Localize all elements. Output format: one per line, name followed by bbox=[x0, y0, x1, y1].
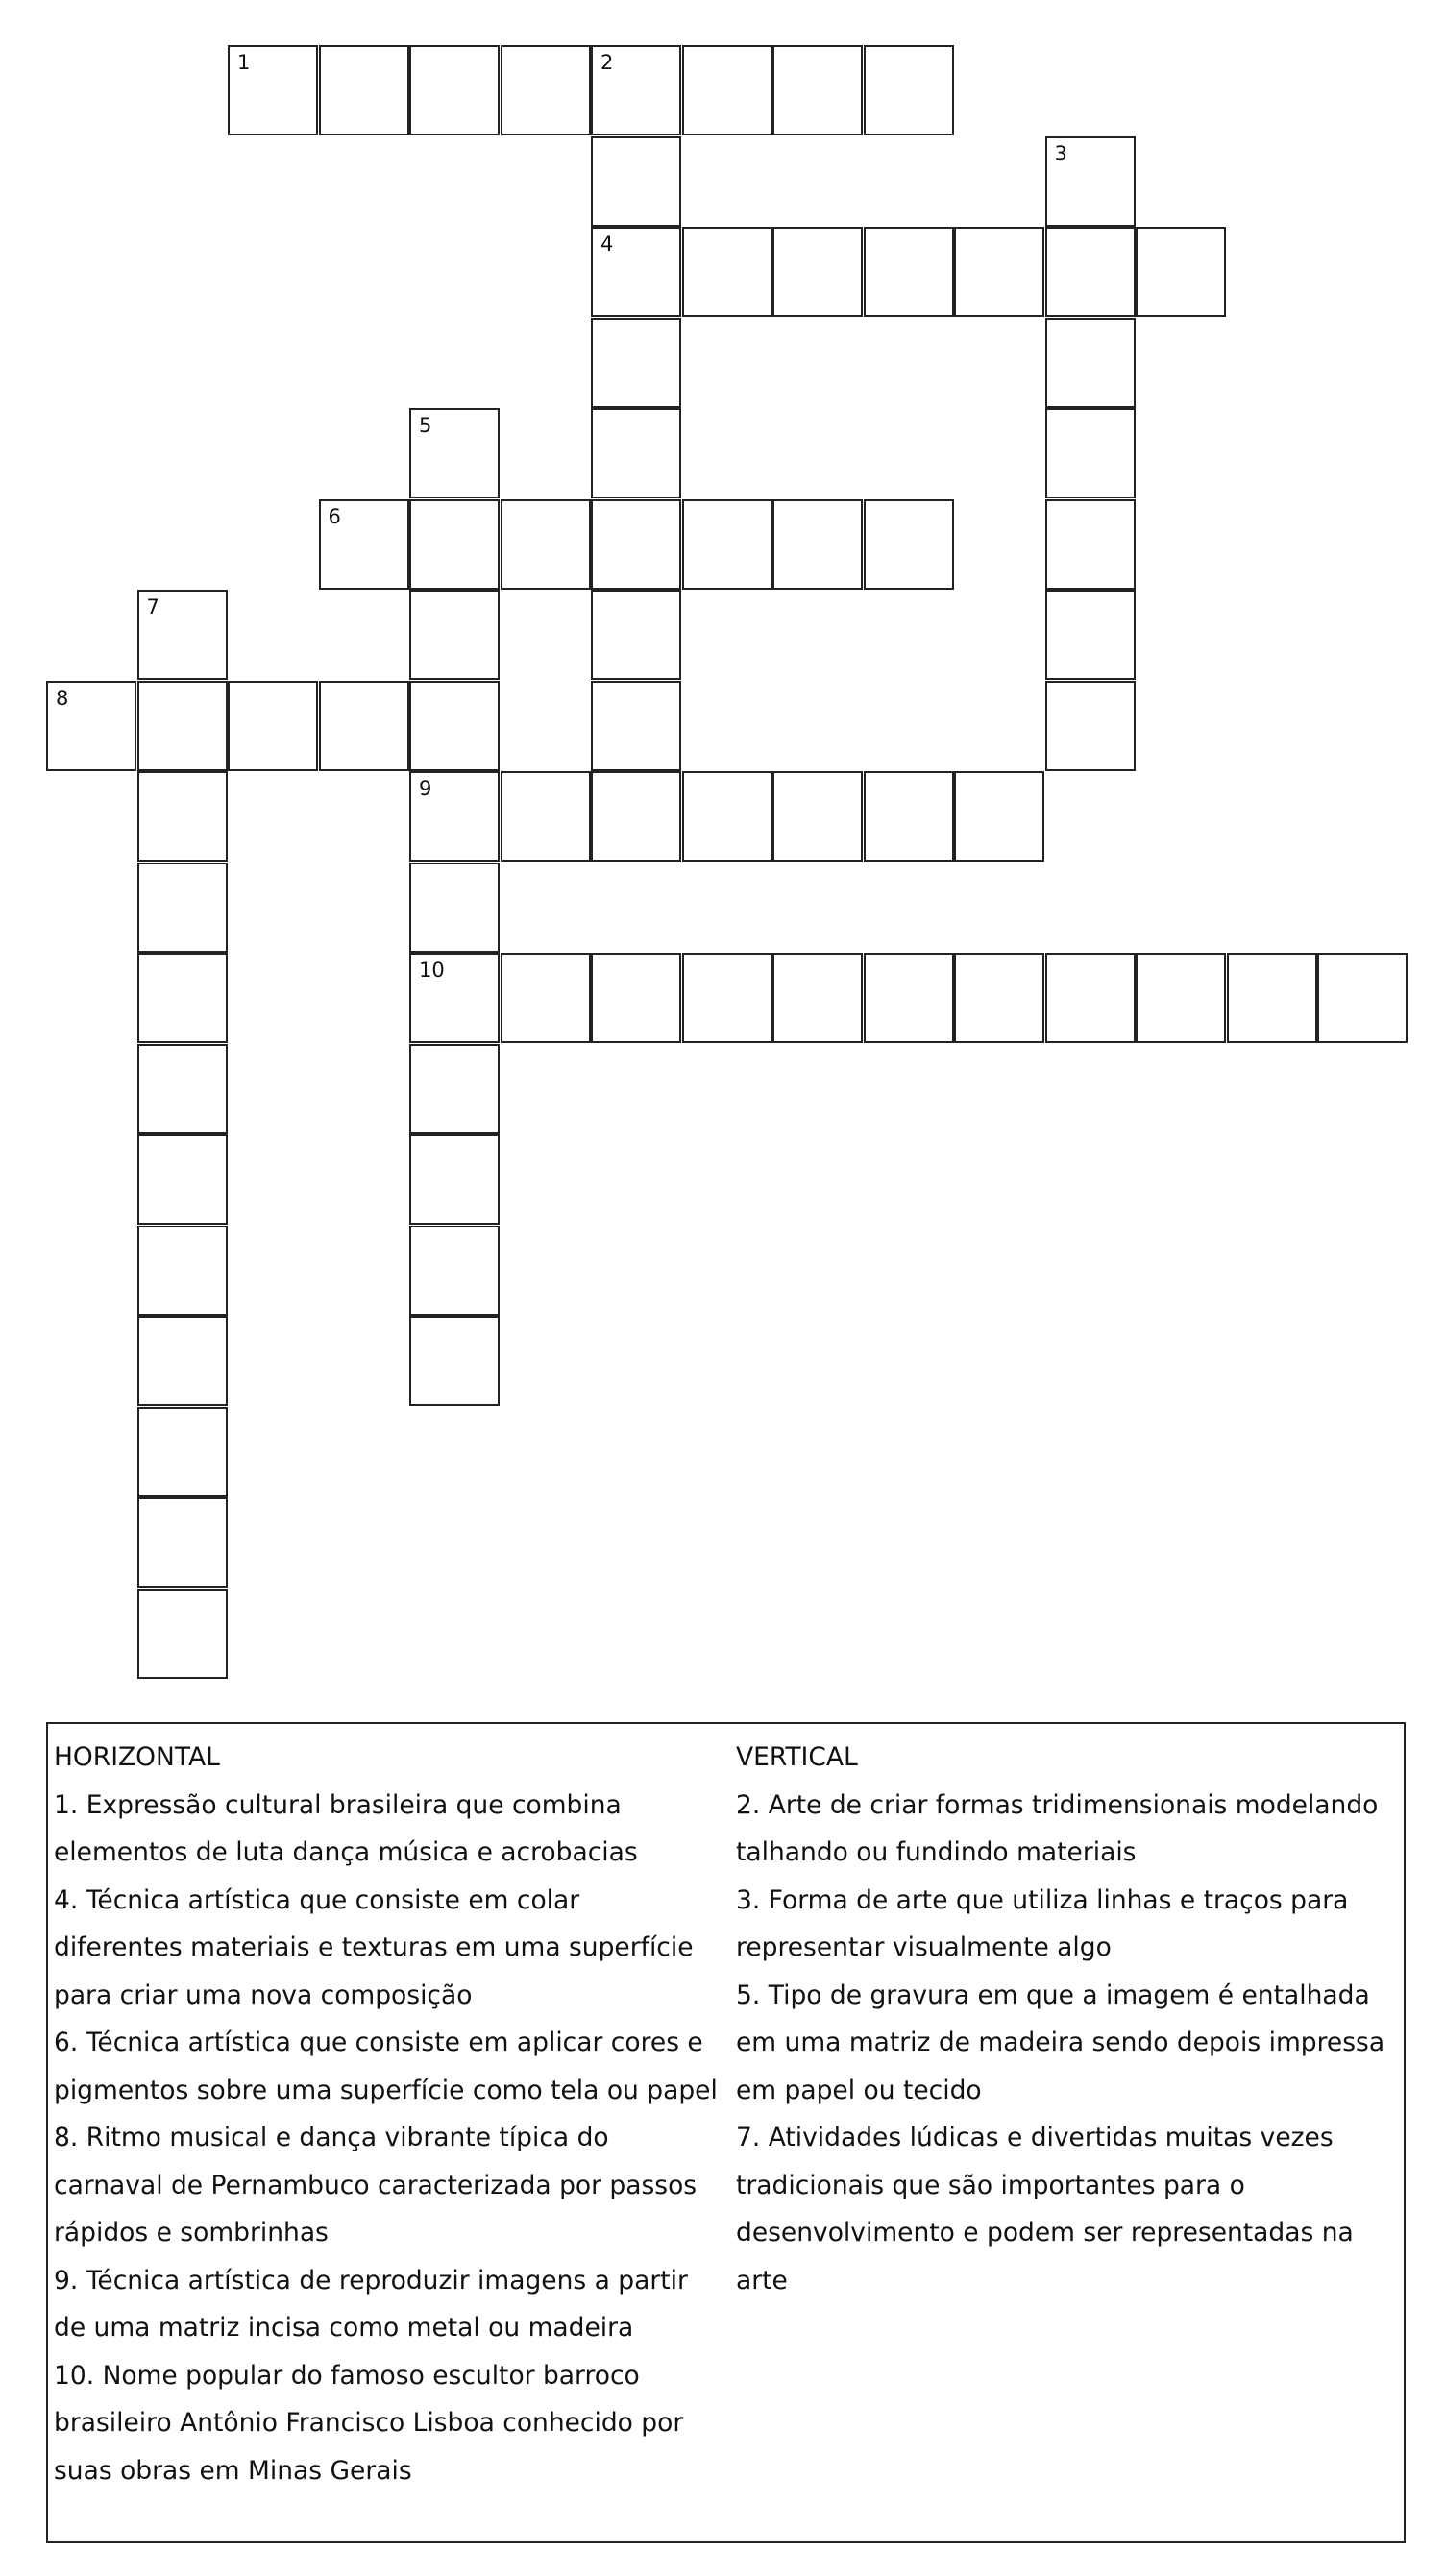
grid-cell[interactable] bbox=[1136, 953, 1226, 1043]
grid-cell[interactable] bbox=[409, 953, 500, 1043]
grid-cell[interactable] bbox=[772, 227, 863, 317]
clue-line: brasileiro Antônio Francisco Lisboa conhecido por bbox=[54, 2408, 684, 2438]
clue-line: 4. Técnica artística que consiste em colar bbox=[54, 1884, 580, 1915]
grid-cell[interactable] bbox=[501, 771, 591, 862]
clue-line: tradicionais que são importantes para o bbox=[736, 2170, 1245, 2200]
grid-cell[interactable] bbox=[591, 681, 681, 771]
clue-line: em uma matriz de madeira sendo depois impressa bbox=[736, 2028, 1385, 2057]
grid-cell[interactable] bbox=[1045, 227, 1136, 317]
clue-line: 6. Técnica artística que consiste em aplicar cores e bbox=[54, 2028, 703, 2057]
grid-cell[interactable] bbox=[864, 499, 954, 590]
clue-line: 1. Expressão cultural brasileira que combina bbox=[54, 1789, 622, 1820]
clue-line: rápidos e sombrinhas bbox=[54, 2218, 329, 2248]
clue-line: para criar uma nova composição bbox=[54, 1980, 473, 2010]
grid-cell[interactable] bbox=[137, 1316, 228, 1406]
grid-cell[interactable] bbox=[682, 45, 772, 135]
clue-line: 10. Nome popular do famoso escultor barroco bbox=[54, 2360, 640, 2391]
grid-cell[interactable] bbox=[772, 771, 863, 862]
grid-cell[interactable] bbox=[137, 1134, 228, 1225]
grid-cell[interactable] bbox=[1045, 590, 1136, 680]
clue-line: em papel ou tecido bbox=[736, 2075, 982, 2105]
grid-cell[interactable] bbox=[954, 771, 1044, 862]
grid-cell[interactable] bbox=[409, 681, 500, 771]
clue-line: elementos de luta dança música e acrobacias bbox=[54, 1837, 638, 1867]
grid-cell[interactable] bbox=[409, 771, 500, 862]
clue-number: 5 bbox=[419, 414, 432, 437]
grid-cell[interactable] bbox=[1045, 318, 1136, 408]
clue-number: 7 bbox=[146, 595, 159, 619]
vertical-clues bbox=[736, 1734, 1399, 2304]
clue-number: 2 bbox=[600, 51, 614, 74]
grid-cell[interactable] bbox=[137, 1226, 228, 1316]
grid-cell[interactable] bbox=[409, 1044, 500, 1134]
grid-cell[interactable] bbox=[501, 45, 591, 135]
grid-cell[interactable] bbox=[409, 1226, 500, 1316]
clue-line: 8. Ritmo musical e dança vibrante típica do bbox=[54, 2123, 609, 2152]
grid-cell[interactable] bbox=[864, 227, 954, 317]
grid-cell[interactable] bbox=[501, 499, 591, 590]
grid-cell[interactable] bbox=[772, 45, 863, 135]
grid-cell[interactable] bbox=[954, 953, 1044, 1043]
clue-line: 2. Arte de criar formas tridimensionais modelando bbox=[736, 1789, 1379, 1820]
grid-cell[interactable] bbox=[228, 681, 318, 771]
grid-cell[interactable] bbox=[228, 45, 318, 135]
grid-cell[interactable] bbox=[137, 1589, 228, 1679]
clues-box bbox=[46, 1722, 1406, 2543]
clue-line: 3. Forma de arte que utiliza linhas e traços para bbox=[736, 1884, 1349, 1915]
grid-cell[interactable] bbox=[1045, 136, 1136, 227]
grid-cell[interactable] bbox=[864, 953, 954, 1043]
grid-cell[interactable] bbox=[591, 771, 681, 862]
clue-number: 1 bbox=[237, 51, 251, 74]
clue-line: desenvolvimento e podem ser representadas na bbox=[736, 2218, 1354, 2248]
grid-cell[interactable] bbox=[409, 1134, 500, 1225]
grid-cell[interactable] bbox=[591, 136, 681, 227]
grid-cell[interactable] bbox=[591, 499, 681, 590]
horizontal-clues bbox=[54, 1734, 726, 2494]
clue-line: 9. Técnica artística de reproduzir imagens a partir bbox=[54, 2265, 688, 2296]
clue-number: 6 bbox=[328, 504, 341, 528]
grid-cell[interactable] bbox=[864, 45, 954, 135]
grid-cell[interactable] bbox=[319, 681, 409, 771]
vertical-heading: VERTICAL bbox=[736, 1742, 858, 1772]
grid-cell[interactable] bbox=[1227, 953, 1317, 1043]
grid-cell[interactable] bbox=[409, 863, 500, 953]
grid-cell[interactable] bbox=[137, 681, 228, 771]
grid-cell[interactable] bbox=[682, 227, 772, 317]
clue-line: arte bbox=[736, 2265, 788, 2296]
clue-line: de uma matriz incisa como metal ou madeira bbox=[54, 2313, 634, 2343]
grid-cell[interactable] bbox=[137, 1497, 228, 1588]
grid-cell[interactable] bbox=[772, 953, 863, 1043]
clue-line: suas obras em Minas Gerais bbox=[54, 2455, 412, 2486]
clue-line: 7. Atividades lúdicas e divertidas muitas vezes bbox=[736, 2123, 1334, 2152]
grid-cell[interactable] bbox=[501, 953, 591, 1043]
grid-cell[interactable] bbox=[591, 45, 681, 135]
grid-cell[interactable] bbox=[591, 227, 681, 317]
grid-cell[interactable] bbox=[137, 863, 228, 953]
grid-cell[interactable] bbox=[137, 771, 228, 862]
grid-cell[interactable] bbox=[409, 590, 500, 680]
clue-line: carnaval de Pernambuco caracterizada por passos bbox=[54, 2170, 698, 2200]
clue-line: representar visualmente algo bbox=[736, 1932, 1112, 1962]
grid-cell[interactable] bbox=[1136, 227, 1226, 317]
clue-line: talhando ou fundindo materiais bbox=[736, 1837, 1137, 1867]
clue-number: 10 bbox=[419, 959, 445, 982]
grid-cell[interactable] bbox=[1045, 408, 1136, 498]
grid-cell[interactable] bbox=[591, 953, 681, 1043]
grid-cell[interactable] bbox=[319, 45, 409, 135]
grid-cell[interactable] bbox=[1045, 953, 1136, 1043]
clue-line: diferentes materiais e texturas em uma superfície bbox=[54, 1932, 694, 1962]
clue-number: 8 bbox=[56, 686, 69, 710]
grid-cell[interactable] bbox=[409, 499, 500, 590]
grid-cell[interactable] bbox=[682, 499, 772, 590]
grid-cell[interactable] bbox=[591, 408, 681, 498]
clue-number: 9 bbox=[419, 777, 432, 800]
grid-cell[interactable] bbox=[319, 499, 409, 590]
grid-cell[interactable] bbox=[591, 318, 681, 408]
grid-cell[interactable] bbox=[1045, 499, 1136, 590]
grid-cell[interactable] bbox=[409, 45, 500, 135]
grid-cell[interactable] bbox=[954, 227, 1044, 317]
grid-cell[interactable] bbox=[1317, 953, 1408, 1043]
grid-cell[interactable] bbox=[137, 1407, 228, 1497]
clue-number: 4 bbox=[600, 232, 614, 255]
clue-line: 5. Tipo de gravura em que a imagem é entalhada bbox=[736, 1980, 1370, 2010]
grid-cell[interactable] bbox=[409, 1316, 500, 1406]
grid-cell[interactable] bbox=[409, 408, 500, 498]
grid-cell[interactable] bbox=[591, 590, 681, 680]
grid-cell[interactable] bbox=[864, 771, 954, 862]
grid-cell[interactable] bbox=[137, 953, 228, 1043]
grid-cell[interactable] bbox=[46, 681, 136, 771]
clue-number: 3 bbox=[1054, 141, 1067, 165]
grid-cell[interactable] bbox=[1045, 681, 1136, 771]
grid-cell[interactable] bbox=[137, 590, 228, 680]
grid-cell[interactable] bbox=[682, 771, 772, 862]
grid-cell[interactable] bbox=[682, 953, 772, 1043]
grid-cell[interactable] bbox=[137, 1044, 228, 1134]
grid-cell[interactable] bbox=[772, 499, 863, 590]
horizontal-heading: HORIZONTAL bbox=[54, 1742, 220, 1772]
clue-line: pigmentos sobre uma superfície como tela ou papel bbox=[54, 2075, 718, 2105]
